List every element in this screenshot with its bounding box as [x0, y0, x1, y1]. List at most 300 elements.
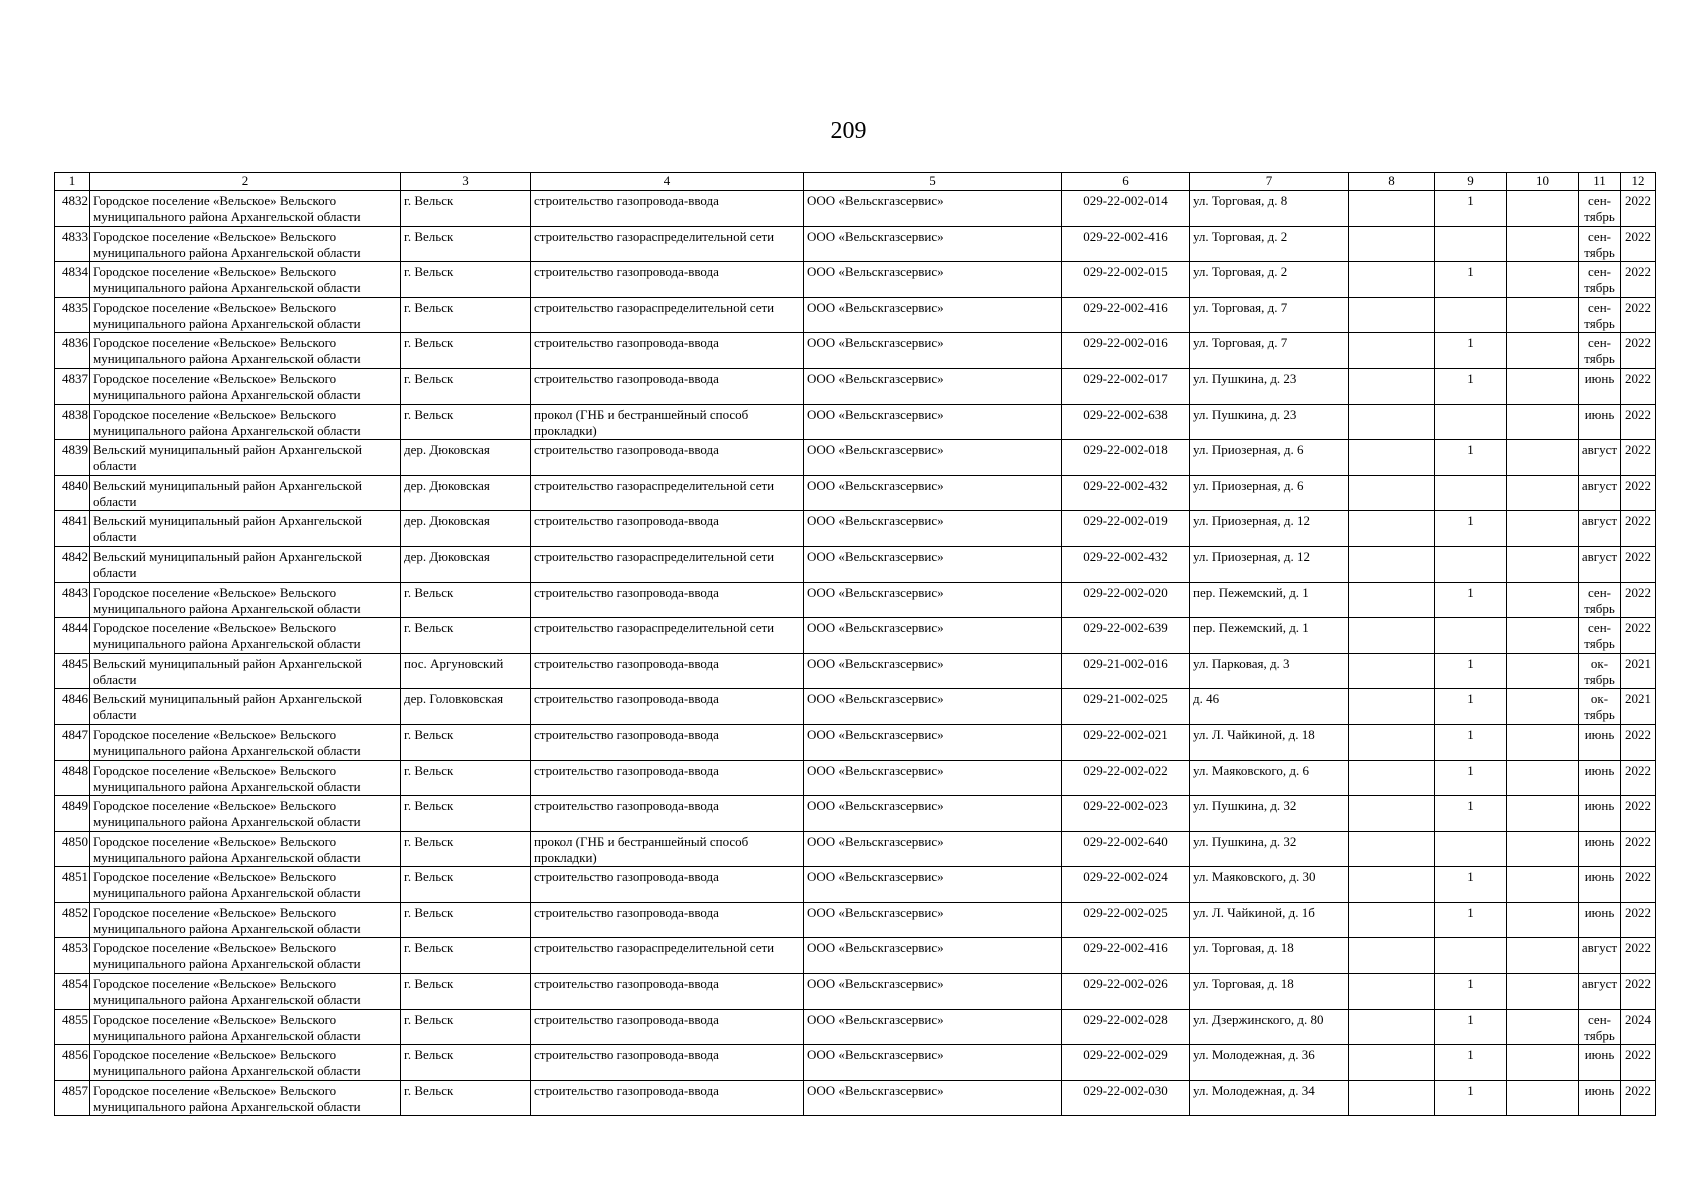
table-row	[55, 511, 1656, 547]
cell-settlement: г. Вельск	[401, 974, 531, 1010]
cell-month: июнь	[1579, 1045, 1621, 1081]
cell-count: 1	[1435, 511, 1507, 547]
cell-month: июнь	[1579, 796, 1621, 832]
cell-col-8	[1349, 226, 1435, 262]
cell-object-code: 029-22-002-638	[1062, 404, 1190, 440]
cell-count: 1	[1435, 582, 1507, 618]
table-row	[55, 653, 1656, 689]
table-row	[55, 938, 1656, 974]
cell-municipality: Городское поселение «Вельское» Вельского муниципального района Архангельской области	[90, 938, 401, 974]
cell-address: ул. Торговая, д. 7	[1190, 297, 1349, 333]
cell-year: 2022	[1621, 974, 1656, 1010]
table-row	[55, 191, 1656, 227]
cell-month: ок-тябрь	[1579, 689, 1621, 725]
cell-municipality: Городское поселение «Вельское» Вельского муниципального района Архангельской области	[90, 974, 401, 1010]
cell-col-10	[1507, 1080, 1579, 1116]
cell-count: 1	[1435, 262, 1507, 298]
cell-month: август	[1579, 974, 1621, 1010]
cell-count: 1	[1435, 974, 1507, 1010]
cell-settlement: г. Вельск	[401, 333, 531, 369]
cell-municipality: Городское поселение «Вельское» Вельского муниципального района Архангельской области	[90, 262, 401, 298]
table-row	[55, 974, 1656, 1010]
cell-year: 2022	[1621, 582, 1656, 618]
cell-year: 2022	[1621, 1080, 1656, 1116]
cell-organization: ООО «Вельскгазсервис»	[804, 867, 1062, 903]
cell-settlement: г. Вельск	[401, 582, 531, 618]
cell-address: ул. Молодежная, д. 36	[1190, 1045, 1349, 1081]
cell-work-type: строительство газопровода-ввода	[531, 689, 804, 725]
cell-col-10	[1507, 262, 1579, 298]
cell-address: ул. Приозерная, д. 6	[1190, 475, 1349, 511]
cell-address: ул. Торговая, д. 8	[1190, 191, 1349, 227]
cell-object-code: 029-22-002-019	[1062, 511, 1190, 547]
cell-organization: ООО «Вельскгазсервис»	[804, 440, 1062, 476]
cell-settlement: г. Вельск	[401, 724, 531, 760]
cell-row-number: 4854	[55, 974, 90, 1010]
cell-settlement: г. Вельск	[401, 368, 531, 404]
cell-address: ул. Молодежная, д. 34	[1190, 1080, 1349, 1116]
cell-object-code: 029-22-002-021	[1062, 724, 1190, 760]
cell-col-8	[1349, 511, 1435, 547]
cell-settlement: г. Вельск	[401, 618, 531, 654]
table-row	[55, 297, 1656, 333]
cell-row-number: 4840	[55, 475, 90, 511]
cell-municipality: Городское поселение «Вельское» Вельского муниципального района Архангельской области	[90, 1080, 401, 1116]
cell-month: сен-тябрь	[1579, 191, 1621, 227]
cell-col-8	[1349, 760, 1435, 796]
cell-organization: ООО «Вельскгазсервис»	[804, 262, 1062, 298]
cell-year: 2024	[1621, 1009, 1656, 1045]
cell-settlement: г. Вельск	[401, 1009, 531, 1045]
cell-municipality: Вельский муниципальный район Архангельской области	[90, 511, 401, 547]
cell-municipality: Городское поселение «Вельское» Вельского муниципального района Архангельской области	[90, 297, 401, 333]
table-row	[55, 618, 1656, 654]
cell-row-number: 4845	[55, 653, 90, 689]
cell-organization: ООО «Вельскгазсервис»	[804, 653, 1062, 689]
cell-count: 1	[1435, 689, 1507, 725]
cell-count: 1	[1435, 796, 1507, 832]
column-header-11: 11	[1579, 173, 1621, 191]
cell-year: 2022	[1621, 831, 1656, 867]
cell-organization: ООО «Вельскгазсервис»	[804, 368, 1062, 404]
cell-row-number: 4844	[55, 618, 90, 654]
cell-count: 1	[1435, 333, 1507, 369]
cell-work-type: строительство газопровода-ввода	[531, 867, 804, 903]
table-row	[55, 226, 1656, 262]
cell-settlement: г. Вельск	[401, 1080, 531, 1116]
cell-work-type: строительство газопровода-ввода	[531, 974, 804, 1010]
cell-row-number: 4856	[55, 1045, 90, 1081]
cell-row-number: 4837	[55, 368, 90, 404]
cell-organization: ООО «Вельскгазсервис»	[804, 974, 1062, 1010]
table-row	[55, 475, 1656, 511]
cell-row-number: 4838	[55, 404, 90, 440]
cell-municipality: Городское поселение «Вельское» Вельского муниципального района Архангельской области	[90, 1009, 401, 1045]
cell-address: ул. Приозерная, д. 12	[1190, 511, 1349, 547]
cell-col-8	[1349, 974, 1435, 1010]
cell-organization: ООО «Вельскгазсервис»	[804, 511, 1062, 547]
cell-row-number: 4839	[55, 440, 90, 476]
cell-address: ул. Дзержинского, д. 80	[1190, 1009, 1349, 1045]
cell-col-8	[1349, 368, 1435, 404]
cell-row-number: 4850	[55, 831, 90, 867]
cell-object-code: 029-22-002-020	[1062, 582, 1190, 618]
cell-month: июнь	[1579, 404, 1621, 440]
cell-organization: ООО «Вельскгазсервис»	[804, 1045, 1062, 1081]
cell-work-type: строительство газопровода-ввода	[531, 1009, 804, 1045]
cell-row-number: 4833	[55, 226, 90, 262]
cell-settlement: г. Вельск	[401, 1045, 531, 1081]
cell-col-10	[1507, 404, 1579, 440]
cell-work-type: строительство газопровода-ввода	[531, 1080, 804, 1116]
cell-count: 1	[1435, 368, 1507, 404]
cell-month: сен-тябрь	[1579, 226, 1621, 262]
cell-month: июнь	[1579, 368, 1621, 404]
cell-settlement: г. Вельск	[401, 902, 531, 938]
cell-municipality: Городское поселение «Вельское» Вельского муниципального района Архангельской области	[90, 796, 401, 832]
cell-row-number: 4847	[55, 724, 90, 760]
cell-work-type: строительство газораспределительной сети	[531, 938, 804, 974]
column-header-12: 12	[1621, 173, 1656, 191]
cell-object-code: 029-22-002-416	[1062, 938, 1190, 974]
cell-organization: ООО «Вельскгазсервис»	[804, 333, 1062, 369]
cell-row-number: 4843	[55, 582, 90, 618]
cell-municipality: Городское поселение «Вельское» Вельского муниципального района Архангельской области	[90, 1045, 401, 1081]
cell-count: 1	[1435, 724, 1507, 760]
cell-col-10	[1507, 1009, 1579, 1045]
cell-col-10	[1507, 938, 1579, 974]
cell-work-type: прокол (ГНБ и бестраншейный способ прокладки)	[531, 831, 804, 867]
table-header	[55, 173, 1656, 191]
cell-work-type: строительство газопровода-ввода	[531, 511, 804, 547]
table-body	[55, 191, 1656, 1116]
cell-work-type: строительство газораспределительной сети	[531, 618, 804, 654]
cell-municipality: Городское поселение «Вельское» Вельского муниципального района Архангельской области	[90, 404, 401, 440]
table-row	[55, 1045, 1656, 1081]
cell-col-8	[1349, 297, 1435, 333]
cell-work-type: строительство газопровода-ввода	[531, 191, 804, 227]
cell-month: июнь	[1579, 902, 1621, 938]
cell-work-type: строительство газопровода-ввода	[531, 724, 804, 760]
cell-year: 2022	[1621, 902, 1656, 938]
cell-settlement: г. Вельск	[401, 796, 531, 832]
cell-year: 2021	[1621, 689, 1656, 725]
cell-object-code: 029-22-002-018	[1062, 440, 1190, 476]
cell-year: 2022	[1621, 440, 1656, 476]
table-row	[55, 1009, 1656, 1045]
cell-address: ул. Приозерная, д. 12	[1190, 546, 1349, 582]
cell-settlement: г. Вельск	[401, 404, 531, 440]
cell-col-10	[1507, 653, 1579, 689]
cell-row-number: 4853	[55, 938, 90, 974]
cell-municipality: Городское поселение «Вельское» Вельского муниципального района Архангельской области	[90, 191, 401, 227]
cell-count	[1435, 831, 1507, 867]
cell-col-10	[1507, 724, 1579, 760]
page-number: 209	[830, 118, 867, 144]
cell-count: 1	[1435, 1080, 1507, 1116]
cell-work-type: строительство газопровода-ввода	[531, 582, 804, 618]
cell-object-code: 029-22-002-639	[1062, 618, 1190, 654]
cell-settlement: г. Вельск	[401, 191, 531, 227]
cell-municipality: Городское поселение «Вельское» Вельского муниципального района Архангельской области	[90, 760, 401, 796]
cell-month: июнь	[1579, 831, 1621, 867]
cell-settlement: дер. Дюковская	[401, 475, 531, 511]
table-row	[55, 404, 1656, 440]
cell-work-type: строительство газораспределительной сети	[531, 297, 804, 333]
cell-col-10	[1507, 831, 1579, 867]
cell-year: 2022	[1621, 368, 1656, 404]
table-row	[55, 796, 1656, 832]
cell-address: д. 46	[1190, 689, 1349, 725]
cell-month: июнь	[1579, 1080, 1621, 1116]
cell-count: 1	[1435, 867, 1507, 903]
cell-count: 1	[1435, 1045, 1507, 1081]
cell-year: 2022	[1621, 760, 1656, 796]
cell-municipality: Вельский муниципальный район Архангельской области	[90, 653, 401, 689]
cell-object-code: 029-22-002-028	[1062, 1009, 1190, 1045]
cell-address: ул. Маяковского, д. 6	[1190, 760, 1349, 796]
cell-address: пер. Пежемский, д. 1	[1190, 582, 1349, 618]
cell-address: ул. Торговая, д. 18	[1190, 938, 1349, 974]
table-row	[55, 689, 1656, 725]
cell-object-code: 029-22-002-025	[1062, 902, 1190, 938]
cell-count: 1	[1435, 760, 1507, 796]
cell-year: 2022	[1621, 404, 1656, 440]
cell-settlement: дер. Головковская	[401, 689, 531, 725]
cell-organization: ООО «Вельскгазсервис»	[804, 831, 1062, 867]
table-row	[55, 760, 1656, 796]
cell-object-code: 029-22-002-015	[1062, 262, 1190, 298]
cell-settlement: г. Вельск	[401, 831, 531, 867]
cell-object-code: 029-22-002-640	[1062, 831, 1190, 867]
cell-col-8	[1349, 902, 1435, 938]
cell-row-number: 4835	[55, 297, 90, 333]
cell-col-8	[1349, 831, 1435, 867]
cell-work-type: строительство газораспределительной сети	[531, 475, 804, 511]
cell-object-code: 029-21-002-025	[1062, 689, 1190, 725]
column-header-2: 2	[90, 173, 401, 191]
cell-municipality: Городское поселение «Вельское» Вельского муниципального района Архангельской области	[90, 618, 401, 654]
cell-month: сен-тябрь	[1579, 333, 1621, 369]
cell-object-code: 029-22-002-026	[1062, 974, 1190, 1010]
table-row	[55, 902, 1656, 938]
cell-col-10	[1507, 1045, 1579, 1081]
cell-object-code: 029-22-002-416	[1062, 226, 1190, 262]
column-header-4: 4	[531, 173, 804, 191]
cell-year: 2022	[1621, 796, 1656, 832]
cell-address: ул. Л. Чайкиной, д. 18	[1190, 724, 1349, 760]
cell-object-code: 029-22-002-016	[1062, 333, 1190, 369]
cell-count	[1435, 475, 1507, 511]
table-row	[55, 262, 1656, 298]
cell-municipality: Городское поселение «Вельское» Вельского муниципального района Архангельской области	[90, 226, 401, 262]
cell-year: 2022	[1621, 191, 1656, 227]
cell-year: 2022	[1621, 724, 1656, 760]
cell-object-code: 029-22-002-432	[1062, 546, 1190, 582]
cell-col-8	[1349, 867, 1435, 903]
cell-address: ул. Пушкина, д. 32	[1190, 796, 1349, 832]
cell-organization: ООО «Вельскгазсервис»	[804, 546, 1062, 582]
cell-count	[1435, 546, 1507, 582]
cell-object-code: 029-22-002-030	[1062, 1080, 1190, 1116]
cell-organization: ООО «Вельскгазсервис»	[804, 226, 1062, 262]
cell-organization: ООО «Вельскгазсервис»	[804, 1009, 1062, 1045]
table-row	[55, 440, 1656, 476]
cell-col-8	[1349, 440, 1435, 476]
cell-month: сен-тябрь	[1579, 618, 1621, 654]
cell-work-type: строительство газопровода-ввода	[531, 653, 804, 689]
cell-row-number: 4842	[55, 546, 90, 582]
cell-count: 1	[1435, 1009, 1507, 1045]
cell-address: ул. Торговая, д. 2	[1190, 226, 1349, 262]
cell-object-code: 029-22-002-432	[1062, 475, 1190, 511]
cell-settlement: дер. Дюковская	[401, 440, 531, 476]
cell-work-type: строительство газораспределительной сети	[531, 546, 804, 582]
cell-settlement: г. Вельск	[401, 226, 531, 262]
cell-year: 2022	[1621, 1045, 1656, 1081]
cell-col-8	[1349, 938, 1435, 974]
cell-col-10	[1507, 867, 1579, 903]
column-header-8: 8	[1349, 173, 1435, 191]
cell-col-10	[1507, 760, 1579, 796]
table-row	[55, 368, 1656, 404]
cell-row-number: 4849	[55, 796, 90, 832]
cell-month: сен-тябрь	[1579, 297, 1621, 333]
cell-col-10	[1507, 974, 1579, 1010]
cell-year: 2022	[1621, 938, 1656, 974]
cell-work-type: строительство газопровода-ввода	[531, 760, 804, 796]
cell-count	[1435, 297, 1507, 333]
cell-municipality: Городское поселение «Вельское» Вельского муниципального района Архангельской области	[90, 368, 401, 404]
cell-row-number: 4848	[55, 760, 90, 796]
cell-col-8	[1349, 618, 1435, 654]
cell-address: ул. Л. Чайкиной, д. 1б	[1190, 902, 1349, 938]
cell-organization: ООО «Вельскгазсервис»	[804, 191, 1062, 227]
cell-year: 2022	[1621, 511, 1656, 547]
cell-organization: ООО «Вельскгазсервис»	[804, 297, 1062, 333]
cell-month: август	[1579, 475, 1621, 511]
cell-municipality: Вельский муниципальный район Архангельской области	[90, 689, 401, 725]
cell-municipality: Городское поселение «Вельское» Вельского муниципального района Архангельской области	[90, 902, 401, 938]
cell-work-type: строительство газораспределительной сети	[531, 226, 804, 262]
cell-object-code: 029-22-002-029	[1062, 1045, 1190, 1081]
cell-year: 2021	[1621, 653, 1656, 689]
cell-municipality: Вельский муниципальный район Архангельской области	[90, 475, 401, 511]
cell-address: ул. Парковая, д. 3	[1190, 653, 1349, 689]
cell-col-10	[1507, 796, 1579, 832]
cell-col-8	[1349, 796, 1435, 832]
cell-row-number: 4851	[55, 867, 90, 903]
cell-count	[1435, 618, 1507, 654]
cell-row-number: 4852	[55, 902, 90, 938]
cell-year: 2022	[1621, 475, 1656, 511]
cell-count: 1	[1435, 440, 1507, 476]
cell-year: 2022	[1621, 867, 1656, 903]
cell-organization: ООО «Вельскгазсервис»	[804, 796, 1062, 832]
cell-year: 2022	[1621, 226, 1656, 262]
cell-municipality: Городское поселение «Вельское» Вельского муниципального района Архангельской области	[90, 582, 401, 618]
cell-municipality: Городское поселение «Вельское» Вельского муниципального района Архангельской области	[90, 333, 401, 369]
cell-settlement: дер. Дюковская	[401, 511, 531, 547]
cell-count: 1	[1435, 653, 1507, 689]
cell-address: ул. Пушкина, д. 32	[1190, 831, 1349, 867]
table-row	[55, 546, 1656, 582]
cell-organization: ООО «Вельскгазсервис»	[804, 689, 1062, 725]
cell-object-code: 029-22-002-023	[1062, 796, 1190, 832]
table-row	[55, 831, 1656, 867]
cell-col-8	[1349, 404, 1435, 440]
cell-settlement: г. Вельск	[401, 938, 531, 974]
cell-work-type: строительство газопровода-ввода	[531, 262, 804, 298]
cell-year: 2022	[1621, 333, 1656, 369]
cell-work-type: строительство газопровода-ввода	[531, 796, 804, 832]
cell-settlement: дер. Дюковская	[401, 546, 531, 582]
cell-row-number: 4846	[55, 689, 90, 725]
cell-address: ул. Торговая, д. 18	[1190, 974, 1349, 1010]
cell-settlement: г. Вельск	[401, 262, 531, 298]
cell-col-8	[1349, 191, 1435, 227]
cell-address: ул. Пушкина, д. 23	[1190, 368, 1349, 404]
cell-municipality: Вельский муниципальный район Архангельской области	[90, 546, 401, 582]
cell-year: 2022	[1621, 297, 1656, 333]
cell-organization: ООО «Вельскгазсервис»	[804, 1080, 1062, 1116]
cell-month: август	[1579, 440, 1621, 476]
data-table	[54, 172, 1656, 1116]
cell-col-10	[1507, 618, 1579, 654]
cell-organization: ООО «Вельскгазсервис»	[804, 938, 1062, 974]
cell-municipality: Городское поселение «Вельское» Вельского муниципального района Архангельской области	[90, 831, 401, 867]
cell-organization: ООО «Вельскгазсервис»	[804, 582, 1062, 618]
cell-col-8	[1349, 333, 1435, 369]
cell-object-code: 029-22-002-014	[1062, 191, 1190, 227]
cell-col-8	[1349, 1080, 1435, 1116]
cell-organization: ООО «Вельскгазсервис»	[804, 902, 1062, 938]
cell-row-number: 4857	[55, 1080, 90, 1116]
cell-municipality: Вельский муниципальный район Архангельской области	[90, 440, 401, 476]
cell-year: 2022	[1621, 618, 1656, 654]
table-row	[55, 582, 1656, 618]
cell-col-10	[1507, 333, 1579, 369]
cell-col-10	[1507, 368, 1579, 404]
cell-row-number: 4832	[55, 191, 90, 227]
cell-col-8	[1349, 582, 1435, 618]
column-header-9: 9	[1435, 173, 1507, 191]
cell-month: сен-тябрь	[1579, 1009, 1621, 1045]
cell-col-10	[1507, 191, 1579, 227]
cell-month: сен-тябрь	[1579, 262, 1621, 298]
cell-month: август	[1579, 511, 1621, 547]
cell-col-8	[1349, 546, 1435, 582]
cell-address: ул. Торговая, д. 2	[1190, 262, 1349, 298]
cell-year: 2022	[1621, 262, 1656, 298]
cell-col-8	[1349, 475, 1435, 511]
cell-count: 1	[1435, 902, 1507, 938]
table-row	[55, 724, 1656, 760]
cell-col-8	[1349, 689, 1435, 725]
cell-col-10	[1507, 297, 1579, 333]
column-header-6: 6	[1062, 173, 1190, 191]
cell-row-number: 4841	[55, 511, 90, 547]
cell-address: ул. Пушкина, д. 23	[1190, 404, 1349, 440]
cell-settlement: г. Вельск	[401, 760, 531, 796]
cell-col-10	[1507, 440, 1579, 476]
cell-col-8	[1349, 262, 1435, 298]
cell-address: ул. Торговая, д. 7	[1190, 333, 1349, 369]
cell-month: август	[1579, 546, 1621, 582]
column-header-7: 7	[1190, 173, 1349, 191]
cell-organization: ООО «Вельскгазсервис»	[804, 760, 1062, 796]
cell-object-code: 029-21-002-016	[1062, 653, 1190, 689]
